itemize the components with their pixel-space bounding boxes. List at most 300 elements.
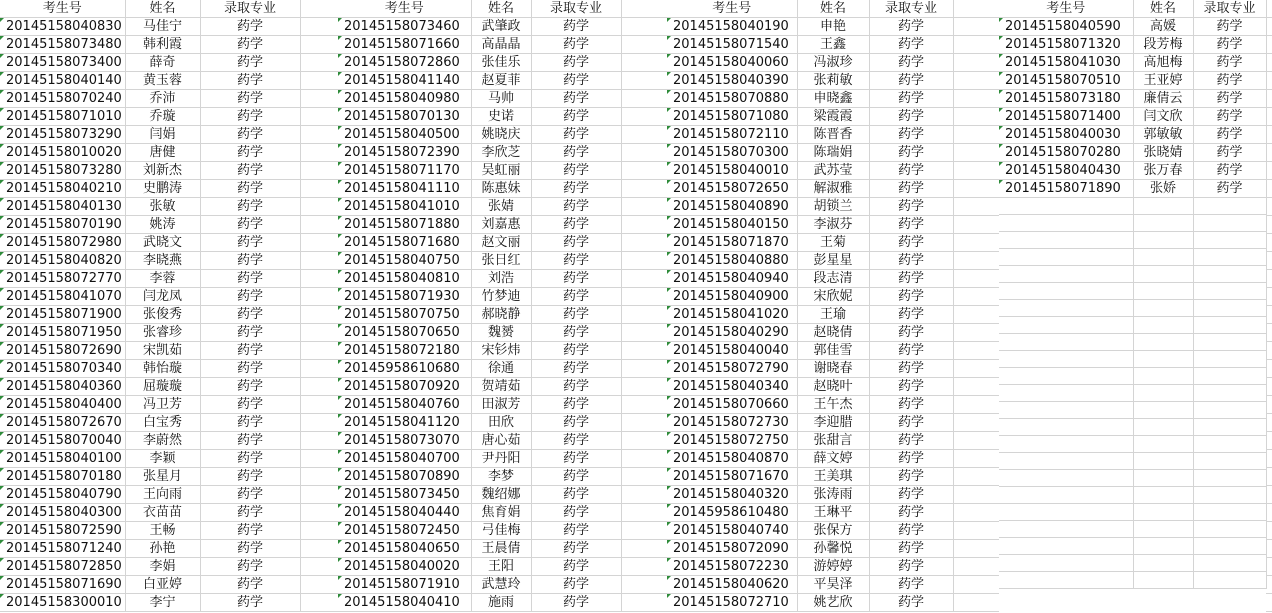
cell-exam-id[interactable]: 20145158072590 [0,522,125,540]
cell-name[interactable]: 李蔚然 [125,432,200,450]
cell-name[interactable] [1133,436,1193,453]
cell-major[interactable]: 药学 [531,162,621,180]
header-name[interactable]: 姓名 [471,0,531,18]
cell-exam-id[interactable]: 20145158040430 [999,162,1133,180]
cell-major[interactable] [1193,198,1266,215]
cell-major[interactable]: 药学 [869,594,953,612]
cell-exam-id[interactable]: 20145158041010 [338,198,471,216]
cell-major[interactable] [1193,317,1266,334]
cell-name[interactable]: 赵文丽 [471,234,531,252]
cell-name[interactable]: 陈瑞娟 [797,144,869,162]
cell-major[interactable] [1193,232,1266,249]
cell-exam-id[interactable]: 20145158040290 [667,324,797,342]
cell-name[interactable]: 张晓婧 [1133,144,1193,162]
cell-major[interactable] [1193,487,1266,504]
cell-name[interactable]: 段志清 [797,270,869,288]
cell-name[interactable] [1133,334,1193,351]
cell-exam-id[interactable]: 20145158072110 [667,126,797,144]
cell-exam-id[interactable]: 20145158040130 [0,198,125,216]
cell-major[interactable] [1193,470,1266,487]
cell-name[interactable]: 王亚婷 [1133,72,1193,90]
cell-major[interactable]: 药学 [200,594,300,612]
cell-major[interactable]: 药学 [200,306,300,324]
cell-name[interactable]: 刘浩 [471,270,531,288]
cell-exam-id[interactable]: 20145158072730 [667,414,797,432]
header-major[interactable]: 录取专业 [200,0,300,18]
cell-major[interactable]: 药学 [1193,180,1266,198]
cell-exam-id[interactable]: 20145158073180 [999,90,1133,108]
cell-name[interactable]: 张涛雨 [797,486,869,504]
cell-name[interactable]: 刘嘉惠 [471,216,531,234]
cell-exam-id[interactable]: 20145158071240 [0,540,125,558]
cell-major[interactable]: 药学 [869,450,953,468]
cell-major[interactable]: 药学 [531,288,621,306]
cell-major[interactable]: 药学 [869,522,953,540]
cell-name[interactable]: 闫龙凤 [125,288,200,306]
cell-exam-id[interactable]: 20145158041120 [338,414,471,432]
cell-name[interactable]: 尹丹阳 [471,450,531,468]
cell-exam-id[interactable]: 20145158070750 [338,306,471,324]
cell-exam-id[interactable] [999,283,1133,300]
cell-major[interactable]: 药学 [531,468,621,486]
cell-name[interactable] [1133,215,1193,232]
cell-name[interactable]: 李梦 [471,468,531,486]
cell-exam-id[interactable]: 20145158071540 [667,36,797,54]
cell-name[interactable]: 马佳宁 [125,18,200,36]
cell-name[interactable]: 张婧 [471,198,531,216]
cell-name[interactable]: 孙艳 [125,540,200,558]
cell-exam-id[interactable]: 20145158070920 [338,378,471,396]
cell-major[interactable]: 药学 [531,144,621,162]
cell-name[interactable]: 孙馨悦 [797,540,869,558]
cell-exam-id[interactable]: 20145158040830 [0,18,125,36]
cell-exam-id[interactable]: 20145158040320 [667,486,797,504]
cell-exam-id[interactable] [999,453,1133,470]
cell-major[interactable]: 药学 [200,522,300,540]
cell-name[interactable]: 魏赟 [471,324,531,342]
cell-major[interactable]: 药学 [200,486,300,504]
cell-exam-id[interactable]: 20145158070340 [0,360,125,378]
cell-exam-id[interactable]: 20145158040650 [338,540,471,558]
cell-exam-id[interactable] [999,300,1133,317]
cell-name[interactable]: 李颖 [125,450,200,468]
cell-major[interactable]: 药学 [869,36,953,54]
cell-exam-id[interactable] [999,555,1133,572]
cell-name[interactable]: 王向雨 [125,486,200,504]
cell-major[interactable]: 药学 [200,252,300,270]
cell-exam-id[interactable]: 20145158071910 [338,576,471,594]
cell-exam-id[interactable]: 20145158071950 [0,324,125,342]
cell-name[interactable]: 闫文欣 [1133,108,1193,126]
cell-name[interactable] [1133,402,1193,419]
cell-name[interactable]: 李淑芬 [797,216,869,234]
cell-major[interactable]: 药学 [200,576,300,594]
cell-name[interactable]: 姚艺欣 [797,594,869,612]
cell-name[interactable]: 赵晓叶 [797,378,869,396]
cell-name[interactable]: 武慧玲 [471,576,531,594]
cell-name[interactable]: 张星月 [125,468,200,486]
cell-exam-id[interactable]: 20145158072710 [667,594,797,612]
cell-name[interactable]: 陈晋香 [797,126,869,144]
cell-exam-id[interactable] [999,521,1133,538]
cell-exam-id[interactable]: 20145158070880 [667,90,797,108]
cell-name[interactable]: 张佳乐 [471,54,531,72]
cell-name[interactable]: 徐通 [471,360,531,378]
cell-name[interactable]: 张俊秀 [125,306,200,324]
cell-major[interactable]: 药学 [869,90,953,108]
empty-column-3[interactable] [953,0,999,613]
cell-name[interactable] [1133,504,1193,521]
cell-major[interactable]: 药学 [531,324,621,342]
cell-exam-id[interactable]: 20145158072850 [0,558,125,576]
cell-exam-id[interactable] [999,215,1133,232]
cell-major[interactable]: 药学 [531,54,621,72]
cell-exam-id[interactable]: 20145158072670 [0,414,125,432]
cell-exam-id[interactable]: 20145158072090 [667,540,797,558]
cell-major[interactable]: 药学 [200,540,300,558]
cell-major[interactable]: 药学 [200,414,300,432]
cell-major[interactable]: 药学 [531,396,621,414]
cell-exam-id[interactable]: 20145158071080 [667,108,797,126]
cell-major[interactable]: 药学 [531,486,621,504]
cell-name[interactable]: 李蓉 [125,270,200,288]
cell-major[interactable]: 药学 [531,432,621,450]
cell-major[interactable]: 药学 [200,90,300,108]
cell-exam-id[interactable]: 20145158040100 [0,450,125,468]
cell-major[interactable]: 药学 [869,72,953,90]
cell-major[interactable] [1193,215,1266,232]
cell-major[interactable]: 药学 [869,324,953,342]
cell-major[interactable]: 药学 [200,450,300,468]
cell-exam-id[interactable] [999,368,1133,385]
cell-major[interactable]: 药学 [869,576,953,594]
cell-major[interactable]: 药学 [869,342,953,360]
cell-name[interactable]: 张日红 [471,252,531,270]
cell-name[interactable]: 廉倩云 [1133,90,1193,108]
cell-name[interactable]: 解淑雅 [797,180,869,198]
header-id[interactable]: 考生号 [0,0,125,18]
cell-major[interactable]: 药学 [200,108,300,126]
cell-major[interactable]: 药学 [200,18,300,36]
cell-major[interactable] [1193,572,1266,589]
cell-name[interactable]: 乔璇 [125,108,200,126]
cell-exam-id[interactable]: 20145158072770 [0,270,125,288]
cell-name[interactable]: 竹梦迪 [471,288,531,306]
cell-exam-id[interactable]: 20145158071320 [999,36,1133,54]
cell-exam-id[interactable]: 20145158072450 [338,522,471,540]
empty-column-4[interactable] [1266,0,1272,613]
cell-name[interactable]: 冯淑珍 [797,54,869,72]
cell-name[interactable]: 韩利霞 [125,36,200,54]
cell-name[interactable]: 马帅 [471,90,531,108]
cell-exam-id[interactable]: 20145158070660 [667,396,797,414]
cell-name[interactable]: 梁霞霞 [797,108,869,126]
cell-name[interactable]: 焦育娟 [471,504,531,522]
cell-exam-id[interactable] [999,402,1133,419]
cell-exam-id[interactable]: 20145158071010 [0,108,125,126]
cell-major[interactable] [1193,504,1266,521]
cell-exam-id[interactable]: 20145158040360 [0,378,125,396]
cell-name[interactable]: 宋欣妮 [797,288,869,306]
cell-name[interactable]: 陈惠妹 [471,180,531,198]
cell-name[interactable] [1133,266,1193,283]
cell-major[interactable]: 药学 [531,270,621,288]
cell-major[interactable]: 药学 [531,18,621,36]
cell-exam-id[interactable] [999,198,1133,215]
cell-name[interactable]: 郭佳雪 [797,342,869,360]
cell-exam-id[interactable]: 20145958610680 [338,360,471,378]
cell-name[interactable] [1133,555,1193,572]
header-name[interactable]: 姓名 [1133,0,1193,18]
cell-major[interactable] [1193,300,1266,317]
cell-name[interactable]: 张娇 [1133,180,1193,198]
cell-major[interactable]: 药学 [200,468,300,486]
cell-name[interactable] [1133,538,1193,555]
cell-name[interactable]: 王菊 [797,234,869,252]
cell-major[interactable]: 药学 [200,504,300,522]
cell-major[interactable]: 药学 [531,360,621,378]
cell-major[interactable]: 药学 [531,594,621,612]
cell-exam-id[interactable] [999,504,1133,521]
cell-major[interactable]: 药学 [869,504,953,522]
cell-name[interactable]: 张敏 [125,198,200,216]
cell-exam-id[interactable]: 20145158040760 [338,396,471,414]
cell-exam-id[interactable] [999,351,1133,368]
cell-name[interactable]: 屈璇璇 [125,378,200,396]
cell-name[interactable]: 王晨倩 [471,540,531,558]
cell-exam-id[interactable]: 20145158041070 [0,288,125,306]
cell-major[interactable]: 药学 [869,306,953,324]
cell-major[interactable]: 药学 [200,180,300,198]
cell-exam-id[interactable]: 20145158072860 [338,54,471,72]
cell-name[interactable]: 张保方 [797,522,869,540]
cell-major[interactable]: 药学 [531,36,621,54]
cell-name[interactable]: 刘新杰 [125,162,200,180]
cell-exam-id[interactable]: 20145158040620 [667,576,797,594]
header-id[interactable]: 考生号 [999,0,1133,18]
header-id[interactable]: 考生号 [338,0,471,18]
cell-major[interactable]: 药学 [200,144,300,162]
cell-major[interactable]: 药学 [531,306,621,324]
cell-exam-id[interactable]: 20145158073290 [0,126,125,144]
cell-major[interactable]: 药学 [200,378,300,396]
cell-exam-id[interactable]: 20145158071690 [0,576,125,594]
cell-major[interactable] [1193,402,1266,419]
cell-exam-id[interactable]: 20145158040190 [667,18,797,36]
empty-column-2[interactable] [621,0,667,613]
cell-name[interactable]: 武苏莹 [797,162,869,180]
cell-name[interactable]: 高旭梅 [1133,54,1193,72]
cell-exam-id[interactable]: 20145158071400 [999,108,1133,126]
cell-exam-id[interactable]: 20145158040980 [338,90,471,108]
cell-name[interactable] [1133,198,1193,215]
empty-column-1[interactable] [300,0,338,613]
cell-exam-id[interactable] [999,317,1133,334]
cell-major[interactable]: 药学 [200,36,300,54]
cell-major[interactable] [1193,385,1266,402]
cell-name[interactable]: 李宁 [125,594,200,612]
cell-major[interactable]: 药学 [531,522,621,540]
cell-exam-id[interactable]: 20145158073450 [338,486,471,504]
cell-exam-id[interactable]: 20145158041020 [667,306,797,324]
cell-name[interactable]: 吴虹丽 [471,162,531,180]
cell-name[interactable]: 王琳平 [797,504,869,522]
cell-name[interactable] [1133,351,1193,368]
cell-exam-id[interactable]: 20145158073480 [0,36,125,54]
cell-major[interactable]: 药学 [869,108,953,126]
cell-exam-id[interactable]: 20145158040010 [667,162,797,180]
cell-name[interactable]: 申晓鑫 [797,90,869,108]
cell-major[interactable]: 药学 [1193,108,1266,126]
cell-exam-id[interactable]: 20145158040590 [999,18,1133,36]
cell-major[interactable]: 药学 [869,414,953,432]
cell-exam-id[interactable]: 20145158040750 [338,252,471,270]
cell-exam-id[interactable]: 20145158070650 [338,324,471,342]
cell-name[interactable]: 申艳 [797,18,869,36]
cell-name[interactable]: 王午杰 [797,396,869,414]
cell-major[interactable] [1193,521,1266,538]
cell-exam-id[interactable]: 20145958610480 [667,504,797,522]
cell-major[interactable]: 药学 [869,360,953,378]
cell-name[interactable]: 李欣芝 [471,144,531,162]
cell-major[interactable]: 药学 [531,252,621,270]
cell-name[interactable]: 张莉敏 [797,72,869,90]
cell-exam-id[interactable]: 20145158070190 [0,216,125,234]
cell-major[interactable]: 药学 [1193,144,1266,162]
cell-exam-id[interactable]: 20145158070240 [0,90,125,108]
cell-major[interactable] [1193,538,1266,555]
cell-major[interactable]: 药学 [200,432,300,450]
cell-exam-id[interactable] [999,385,1133,402]
cell-name[interactable]: 赵夏菲 [471,72,531,90]
cell-exam-id[interactable]: 20145158070180 [0,468,125,486]
cell-exam-id[interactable]: 20145158040740 [667,522,797,540]
cell-exam-id[interactable] [999,572,1133,589]
cell-major[interactable]: 药学 [531,342,621,360]
cell-major[interactable]: 药学 [869,468,953,486]
cell-major[interactable]: 药学 [1193,54,1266,72]
header-name[interactable]: 姓名 [797,0,869,18]
cell-exam-id[interactable]: 20145158073070 [338,432,471,450]
cell-exam-id[interactable]: 20145158040300 [0,504,125,522]
cell-exam-id[interactable]: 20145158300010 [0,594,125,612]
cell-name[interactable] [1133,487,1193,504]
cell-name[interactable]: 姚晓庆 [471,126,531,144]
cell-name[interactable]: 武晓文 [125,234,200,252]
cell-exam-id[interactable]: 20145158072980 [0,234,125,252]
cell-exam-id[interactable]: 20145158071670 [667,468,797,486]
cell-exam-id[interactable]: 20145158010020 [0,144,125,162]
cell-major[interactable] [1193,283,1266,300]
cell-exam-id[interactable]: 20145158040810 [338,270,471,288]
cell-major[interactable]: 药学 [200,558,300,576]
cell-major[interactable]: 药学 [200,72,300,90]
cell-name[interactable]: 郝晓静 [471,306,531,324]
cell-exam-id[interactable]: 20145158041140 [338,72,471,90]
cell-exam-id[interactable]: 20145158040410 [338,594,471,612]
cell-exam-id[interactable]: 20145158041110 [338,180,471,198]
cell-major[interactable]: 药学 [200,216,300,234]
cell-name[interactable] [1133,368,1193,385]
cell-exam-id[interactable]: 20145158040030 [999,126,1133,144]
cell-major[interactable]: 药学 [200,54,300,72]
cell-major[interactable]: 药学 [1193,72,1266,90]
cell-major[interactable]: 药学 [869,486,953,504]
cell-name[interactable]: 王阳 [471,558,531,576]
cell-exam-id[interactable]: 20145158040040 [667,342,797,360]
cell-name[interactable]: 平昊泽 [797,576,869,594]
cell-exam-id[interactable]: 20145158040140 [0,72,125,90]
cell-name[interactable] [1133,317,1193,334]
cell-name[interactable]: 唐心茹 [471,432,531,450]
cell-exam-id[interactable]: 20145158072180 [338,342,471,360]
cell-major[interactable]: 药学 [200,162,300,180]
cell-major[interactable]: 药学 [1193,162,1266,180]
cell-major[interactable]: 药学 [869,270,953,288]
cell-name[interactable]: 史鹏涛 [125,180,200,198]
cell-exam-id[interactable]: 20145158070130 [338,108,471,126]
cell-exam-id[interactable] [999,470,1133,487]
cell-exam-id[interactable]: 20145158040210 [0,180,125,198]
cell-exam-id[interactable]: 20145158072750 [667,432,797,450]
cell-major[interactable]: 药学 [200,288,300,306]
cell-exam-id[interactable]: 20145158070890 [338,468,471,486]
cell-major[interactable]: 药学 [531,198,621,216]
cell-exam-id[interactable]: 20145158073280 [0,162,125,180]
cell-exam-id[interactable]: 20145158040900 [667,288,797,306]
cell-exam-id[interactable]: 20145158071870 [667,234,797,252]
cell-major[interactable]: 药学 [869,18,953,36]
cell-major[interactable]: 药学 [200,360,300,378]
cell-major[interactable]: 药学 [869,180,953,198]
cell-major[interactable]: 药学 [869,288,953,306]
cell-major[interactable]: 药学 [531,126,621,144]
cell-name[interactable]: 史诺 [471,108,531,126]
cell-exam-id[interactable]: 20145158072690 [0,342,125,360]
cell-exam-id[interactable]: 20145158040060 [667,54,797,72]
cell-name[interactable]: 张万春 [1133,162,1193,180]
cell-name[interactable]: 郭敏敏 [1133,126,1193,144]
cell-name[interactable]: 施雨 [471,594,531,612]
cell-name[interactable]: 白亚婷 [125,576,200,594]
cell-name[interactable]: 段芳梅 [1133,36,1193,54]
cell-major[interactable] [1193,368,1266,385]
cell-exam-id[interactable] [999,538,1133,555]
cell-major[interactable]: 药学 [531,504,621,522]
cell-exam-id[interactable]: 20145158040390 [667,72,797,90]
cell-name[interactable]: 张甜言 [797,432,869,450]
cell-exam-id[interactable]: 20145158040890 [667,198,797,216]
cell-major[interactable] [1193,436,1266,453]
header-major[interactable]: 录取专业 [531,0,621,18]
cell-exam-id[interactable]: 20145158070300 [667,144,797,162]
cell-major[interactable]: 药学 [200,342,300,360]
cell-name[interactable]: 李迎腊 [797,414,869,432]
cell-major[interactable] [1193,419,1266,436]
cell-exam-id[interactable] [999,232,1133,249]
cell-major[interactable]: 药学 [200,324,300,342]
cell-exam-id[interactable]: 20145158040150 [667,216,797,234]
cell-exam-id[interactable]: 20145158071900 [0,306,125,324]
cell-name[interactable]: 高媛 [1133,18,1193,36]
cell-major[interactable]: 药学 [1193,126,1266,144]
cell-major[interactable]: 药学 [869,558,953,576]
cell-exam-id[interactable]: 20145158040940 [667,270,797,288]
cell-exam-id[interactable]: 20145158072650 [667,180,797,198]
cell-exam-id[interactable]: 20145158040020 [338,558,471,576]
cell-name[interactable]: 王美琪 [797,468,869,486]
cell-major[interactable]: 药学 [200,234,300,252]
